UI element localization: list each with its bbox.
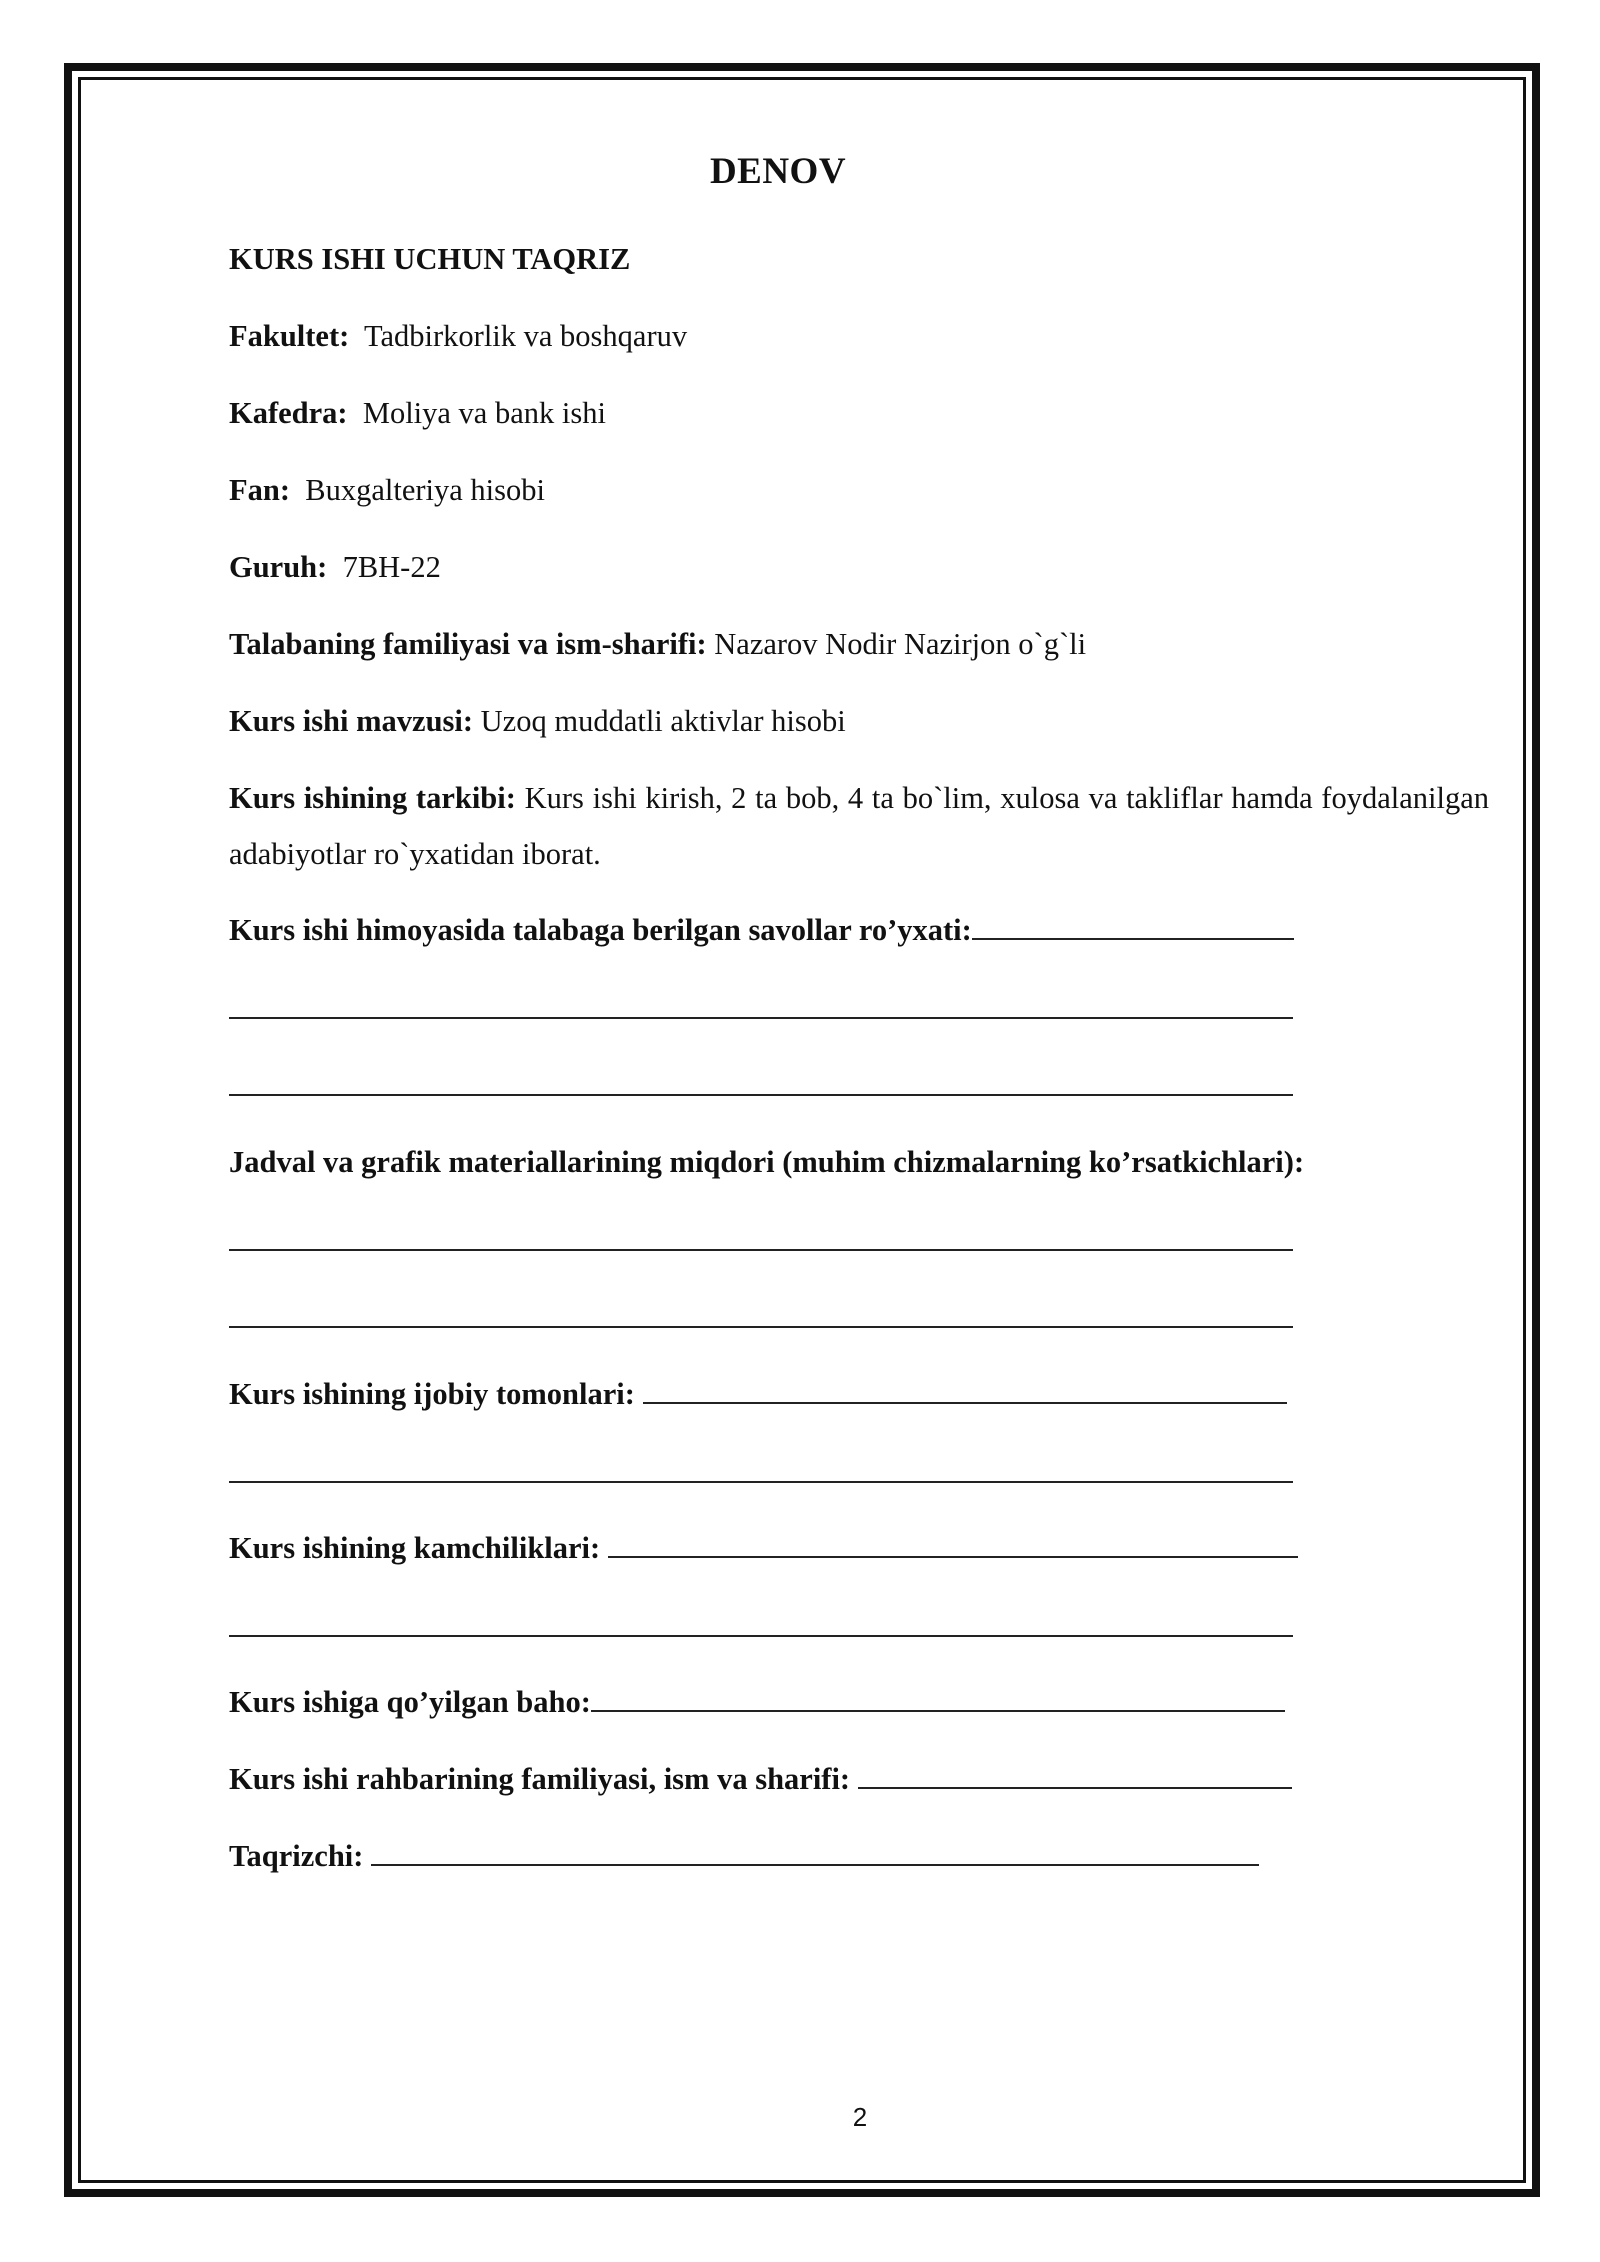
- positives-label: Kurs ishining ijobiy tomonlari:: [229, 1377, 635, 1411]
- student-field: [229, 624, 1086, 664]
- materials-line-1[interactable]: [229, 1249, 1293, 1251]
- positives-line-1[interactable]: [229, 1481, 1293, 1483]
- reviewer-blank[interactable]: [371, 1838, 1259, 1866]
- materials-label: Jadval va grafik materiallarining miqdori (muhim chizmalarning ko’rsatkichlari):: [229, 1145, 1305, 1179]
- supervisor-blank[interactable]: [858, 1761, 1292, 1789]
- structure-field: [229, 770, 1489, 882]
- faculty-field: [229, 316, 687, 356]
- questions-line-1[interactable]: [229, 1017, 1293, 1019]
- group-field: [229, 547, 441, 587]
- department-value: Moliya va bank ishi: [362, 396, 606, 430]
- page-border: [64, 63, 1540, 2197]
- subject-field: [229, 470, 545, 510]
- group-value: 7BH-22: [342, 550, 441, 584]
- grade-blank[interactable]: [591, 1684, 1285, 1712]
- questions-blank[interactable]: [972, 912, 1294, 940]
- department-field: [229, 393, 606, 433]
- shortcomings-label: Kurs ishining kamchiliklari:: [229, 1531, 601, 1565]
- faculty-label: Fakultet:: [229, 319, 350, 353]
- shortcomings-field: [229, 1528, 1298, 1568]
- supervisor-field: [229, 1759, 1292, 1799]
- topic-label: Kurs ishi mavzusi:: [229, 704, 474, 738]
- document-heading: KURS ISHI UCHUN TAQRIZ: [229, 242, 631, 276]
- materials-line-2[interactable]: [229, 1326, 1293, 1328]
- grade-field: [229, 1682, 1285, 1722]
- topic-value: Uzoq muddatli aktivlar hisobi: [480, 704, 846, 738]
- subject-label: Fan:: [229, 473, 290, 507]
- department-label: Kafedra:: [229, 396, 348, 430]
- group-label: Guruh:: [229, 550, 328, 584]
- reviewer-field: [229, 1836, 1259, 1876]
- shortcomings-blank[interactable]: [608, 1530, 1298, 1558]
- faculty-value: Tadbirkorlik va boshqaruv: [364, 319, 688, 353]
- positives-field: [229, 1374, 1287, 1414]
- questions-line-2[interactable]: [229, 1094, 1293, 1096]
- student-label: Talabaning familiyasi va ism-sharifi:: [229, 627, 707, 661]
- topic-field: [229, 701, 846, 741]
- structure-label: Kurs ishining tarkibi:: [229, 781, 516, 815]
- questions-label: Kurs ishi himoyasida talabaga berilgan savollar ro’yxati:: [229, 913, 972, 947]
- shortcomings-line-1[interactable]: [229, 1635, 1293, 1637]
- student-value: Nazarov Nodir Nazirjon o`g`li: [714, 627, 1087, 661]
- grade-label: Kurs ishiga qo’yilgan baho:: [229, 1685, 591, 1719]
- subject-value: Buxgalteriya hisobi: [305, 473, 545, 507]
- structure-value: Kurs ishi kirish, 2 ta bob, 4 ta bo`lim, xulosa va takliflar hamda foydalanilgan adabiyotlar ro`yxatidan iborat.: [229, 781, 1489, 871]
- city-title: DENOV: [709, 151, 847, 192]
- reviewer-label: Taqrizchi:: [229, 1839, 364, 1873]
- supervisor-label: Kurs ishi rahbarining familiyasi, ism va sharifi:: [229, 1762, 851, 1796]
- positives-blank[interactable]: [643, 1376, 1287, 1404]
- questions-field: [229, 910, 1294, 950]
- page-number: 2: [852, 2102, 868, 2132]
